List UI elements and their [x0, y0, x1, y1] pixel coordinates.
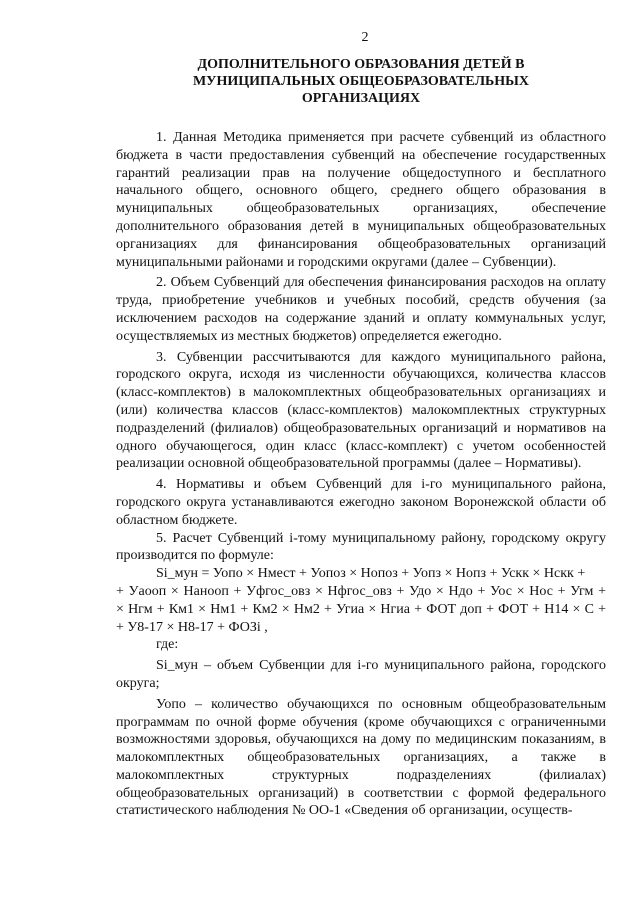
formula-line-3: × Нгм + Км1 × Нм1 + Км2 × Нм2 + Угиа × Нгиа + ФОТ доп + ФОТ + Н14 × С + [116, 601, 606, 617]
page-number: 2 [361, 30, 369, 45]
document-heading [116, 56, 606, 107]
paragraph-1: 1. Данная Методика применяется при расчете субвенций из областного бюджета в части предоставления субвенций на обеспечение государственных гарантий реализации прав на получение общедоступного и бесплатного начального общего, основного общего, среднего общего образования в муниципальных общеобразовательных организациях, обеспечение дополнительного образования детей в муниципальных общеобразовательных организациях для финансирования общеобразовательных организаций муниципальными районами и городскими округами (далее – Субвенции). [116, 130, 606, 270]
heading-line-3: ОРГАНИЗАЦИЯХ [301, 91, 421, 106]
definition-s-mun: Si_мун – объем Субвенции для i-го муниципального района, городского округа; [116, 658, 606, 691]
heading-line-2: МУНИЦИПАЛЬНЫХ ОБЩЕОБРАЗОВАТЕЛЬНЫХ [192, 74, 530, 89]
formula-line-1: Si_мун = Уопо × Нмест + Уопоз × Нопоз + Уопз × Нопз + Ускк × Нскк + [156, 566, 586, 582]
paragraph-2: 2. Объем Субвенций для обеспечения финансирования расходов на оплату труда, приобретение учебников и учебных пособий, средств обучения (за исключением расходов на содержание зданий и оплату коммунальных услуг, осуществляемых из местных бюджетов) определяется ежегодно. [116, 275, 606, 344]
where-label: где: [156, 637, 179, 653]
paragraph-5: 5. Расчет Субвенций i-тому муниципальному району, городскому округу производится по формуле: [116, 530, 606, 564]
paragraph-4: 4. Нормативы и объем Субвенций для i-го муниципального района, городского округа устанавливаются ежегодно законом Воронежской области об областном бюджете. [116, 477, 606, 528]
formula-line-4: + У8-17 × Н8-17 + ФОЗi , [116, 619, 268, 635]
paragraph-3: 3. Субвенции рассчитываются для каждого муниципального района, городского округа, исходя из численности обучающихся, количества классов (класс-комплектов) в малокомплектных общеобразовательных организациях и (или) количества классов (класс-комплектов) малокомплектных структурных подразделений (филиалов) общеобразовательных организаций и нормативов на одного обучающегося, один класс (класс-комплект) с учетом особенностей реализации основной общеобразовательной программы (далее – Нормативы). [116, 349, 606, 472]
definition-u-opo: Уопо – количество обучающихся по основным общеобразовательным программам по очной форме обучения (кроме обучающихся с ограниченными возможностями здоровья, обучающихся на дому по медицинским показаниям, в малокомплектных общеобразовательных организациях, а также в малокомплектных структурных подразделениях (филиалах) общеобразовательных организаций) в соответствии с формой федерального статистического наблюдения № ОО-1 «Сведения об организации, осуществ- [116, 696, 606, 819]
formula-line-2: + Уаооп × Нанооп + Уфгос_овз × Нфгос_овз + Удо × Ндо + Уос × Нос + Угм + [116, 583, 606, 599]
heading-line-1: ДОПОЛНИТЕЛЬНОГО ОБРАЗОВАНИЯ ДЕТЕЙ В [197, 57, 525, 72]
subvention-formula [116, 565, 606, 636]
